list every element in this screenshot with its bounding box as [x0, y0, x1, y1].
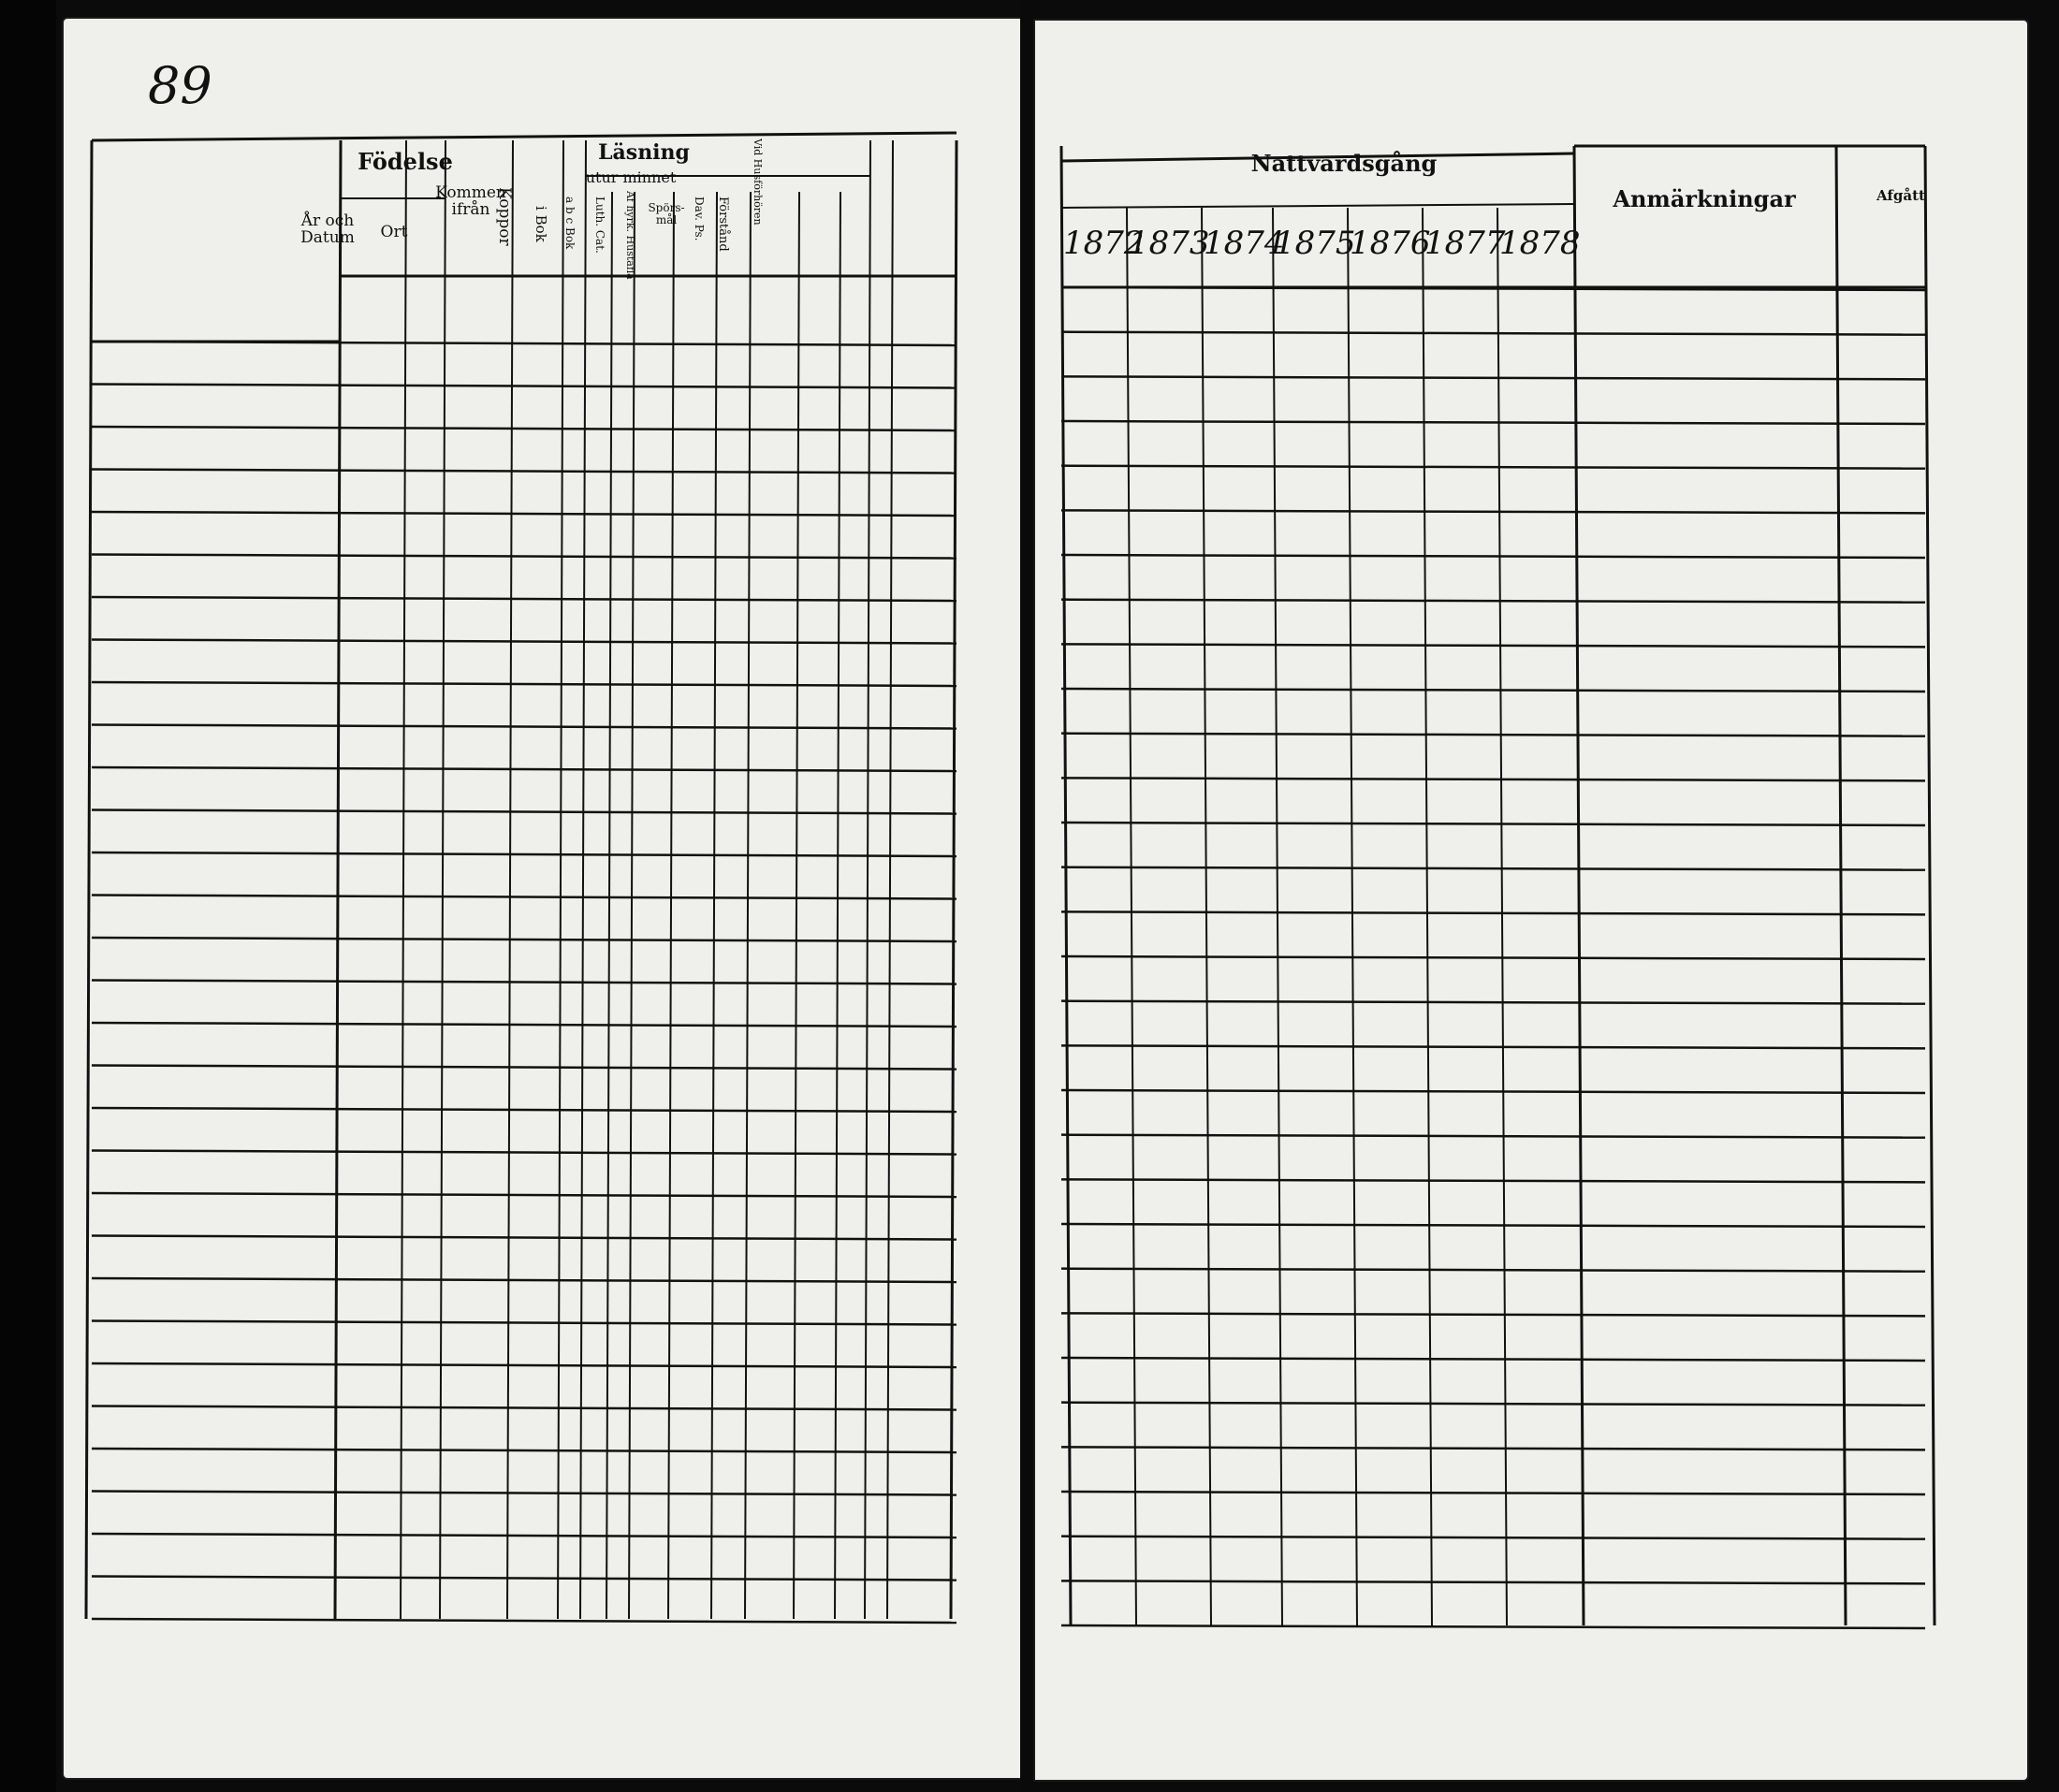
header-i-bok: i Bok	[533, 206, 549, 242]
right-row-line-4	[1061, 466, 1925, 469]
left-col-line-5	[558, 140, 563, 1619]
left-row-line-6	[92, 597, 956, 601]
right-col-line-4	[1348, 208, 1357, 1625]
year-header-1876: 1876	[1350, 225, 1431, 262]
right-col-line-8	[1836, 146, 1846, 1625]
right-row-line-3	[1061, 421, 1925, 424]
left-row-line-5	[92, 555, 956, 559]
right-row-line-28	[1061, 1537, 1925, 1539]
left-row-line-0	[92, 342, 956, 345]
right-col-line-6	[1497, 208, 1507, 1625]
left-row-line-14	[92, 938, 956, 941]
left-top-border	[92, 133, 956, 140]
left-row-line-2	[92, 427, 956, 430]
right-row-line-15	[1061, 956, 1925, 959]
right-row-line-9	[1061, 689, 1925, 692]
left-row-line-25	[92, 1406, 956, 1410]
left-col-line-0	[86, 140, 92, 1619]
left-row-line-24	[92, 1363, 956, 1367]
left-row-line-30	[92, 1619, 956, 1623]
right-row-line-29	[1061, 1581, 1925, 1583]
left-row-line-1	[92, 385, 956, 388]
left-row-line-16	[92, 1023, 956, 1027]
left-row-line-29	[92, 1577, 956, 1581]
right-row-line-2	[1061, 376, 1925, 379]
right-page	[1033, 19, 2029, 1782]
right-row-line-1	[1061, 332, 1925, 335]
header-luth-cat: Luth. Cat.	[593, 197, 606, 254]
year-header-1874: 1874	[1204, 225, 1285, 262]
right-row-line-30	[1061, 1625, 1925, 1628]
header-forstand: Förstånd	[716, 197, 730, 252]
right-row-line-27	[1061, 1492, 1925, 1494]
right-row-line-5	[1061, 510, 1925, 513]
header-nattvardsgang: Nattvardsgång	[1250, 150, 1438, 177]
left-row-line-19	[92, 1151, 956, 1155]
left-row-line-17	[92, 1066, 956, 1070]
header-sporsmal: Spörs-mål	[648, 201, 685, 226]
right-row-line-17	[1061, 1045, 1925, 1048]
left-col-line-12	[794, 192, 799, 1619]
right-row-line-19	[1061, 1135, 1925, 1138]
left-row-line-22	[92, 1278, 956, 1282]
left-row-line-18	[92, 1108, 956, 1112]
right-row-line-24	[1061, 1358, 1925, 1361]
book-spine	[0, 0, 56, 1792]
left-col-line-3	[440, 140, 445, 1619]
right-row-line-11	[1061, 778, 1925, 780]
right-row-line-20	[1061, 1179, 1925, 1182]
right-row-line-26	[1061, 1447, 1925, 1450]
page-number: 89	[148, 56, 212, 115]
right-row-line-14	[1061, 911, 1925, 914]
left-row-line-28	[92, 1534, 956, 1537]
left-col-line-4	[507, 140, 513, 1619]
right-row-line-25	[1061, 1403, 1925, 1406]
header-kommen-ifran: Kommen ifrån	[435, 183, 506, 219]
left-row-line-9	[92, 725, 956, 729]
right-page-grid	[1035, 21, 2027, 1780]
left-row-line-4	[92, 512, 956, 516]
left-col-line-8	[629, 192, 635, 1619]
left-col-line-16	[951, 140, 956, 1619]
year-header-1873: 1873	[1129, 225, 1210, 262]
right-row-line-16	[1061, 1001, 1925, 1004]
header-koppor: Koppor	[495, 187, 514, 246]
year-header-1877: 1877	[1424, 225, 1506, 262]
left-row-line-20	[92, 1193, 956, 1197]
left-row-line-7	[92, 640, 956, 644]
right-row-line-7	[1061, 600, 1925, 603]
left-row-line-12	[92, 852, 956, 856]
left-col-line-7	[606, 192, 612, 1619]
left-row-line-15	[92, 981, 956, 984]
left-col-line-15	[887, 140, 893, 1619]
header-af-hustafl: Af hyrk. Hustafla	[624, 191, 636, 280]
right-row-line-22	[1061, 1269, 1925, 1272]
right-row-line-23	[1061, 1313, 1925, 1316]
header-utur-minnet: utur minnet	[585, 168, 677, 186]
header-dav-ps: Dav. Ps.	[693, 197, 706, 241]
header-ort: Ort	[380, 223, 408, 241]
year-header-1878: 1878	[1499, 225, 1581, 262]
left-row-line-13	[92, 896, 956, 899]
header-anmarkningar: Anmärkningar	[1613, 185, 1796, 212]
left-col-line-13	[835, 192, 840, 1619]
left-col-line-2	[401, 140, 406, 1619]
left-row-line-8	[92, 682, 956, 686]
right-row-line-10	[1061, 734, 1925, 736]
left-row-line-10	[92, 767, 956, 771]
left-page	[62, 17, 1030, 1780]
left-col-line-10	[711, 192, 717, 1619]
left-col-line-1	[335, 140, 341, 1619]
right-row-line-21	[1061, 1224, 1925, 1227]
left-row-line-27	[92, 1492, 956, 1495]
header-fodelse: Födelse	[358, 148, 453, 175]
left-col-line-6	[580, 140, 586, 1619]
header-abc-bok: a b c Bok	[563, 197, 577, 250]
left-row-line-23	[92, 1321, 956, 1325]
right-row-line-6	[1061, 555, 1925, 558]
right-col-line-9	[1925, 146, 1935, 1625]
right-row-line-8	[1061, 644, 1925, 647]
left-col-line-9	[668, 192, 674, 1619]
right-row-line-12	[1061, 823, 1925, 825]
left-row-line-3	[92, 470, 956, 473]
left-col-line-14	[865, 140, 870, 1619]
left-row-line-11	[92, 810, 956, 814]
header-lasning: Läsning	[598, 140, 690, 165]
right-row-line-13	[1061, 867, 1925, 870]
left-row-line-26	[92, 1449, 956, 1452]
left-page-grid	[64, 19, 1028, 1778]
right-col-line-3	[1273, 208, 1282, 1625]
left-col-line-11	[745, 192, 751, 1619]
header-afgatt: Afgått	[1876, 187, 1925, 204]
header-vid-husforhor: Vid Husförhören	[752, 138, 764, 226]
year-header-1872: 1872	[1063, 225, 1145, 262]
right-row-line-18	[1061, 1090, 1925, 1093]
year-header-1875: 1875	[1275, 225, 1356, 262]
nattvard-divider	[1061, 204, 1574, 208]
header-ar-och-datum: År och Datum	[300, 211, 355, 247]
right-col-line-5	[1423, 208, 1432, 1625]
left-row-line-21	[92, 1236, 956, 1240]
